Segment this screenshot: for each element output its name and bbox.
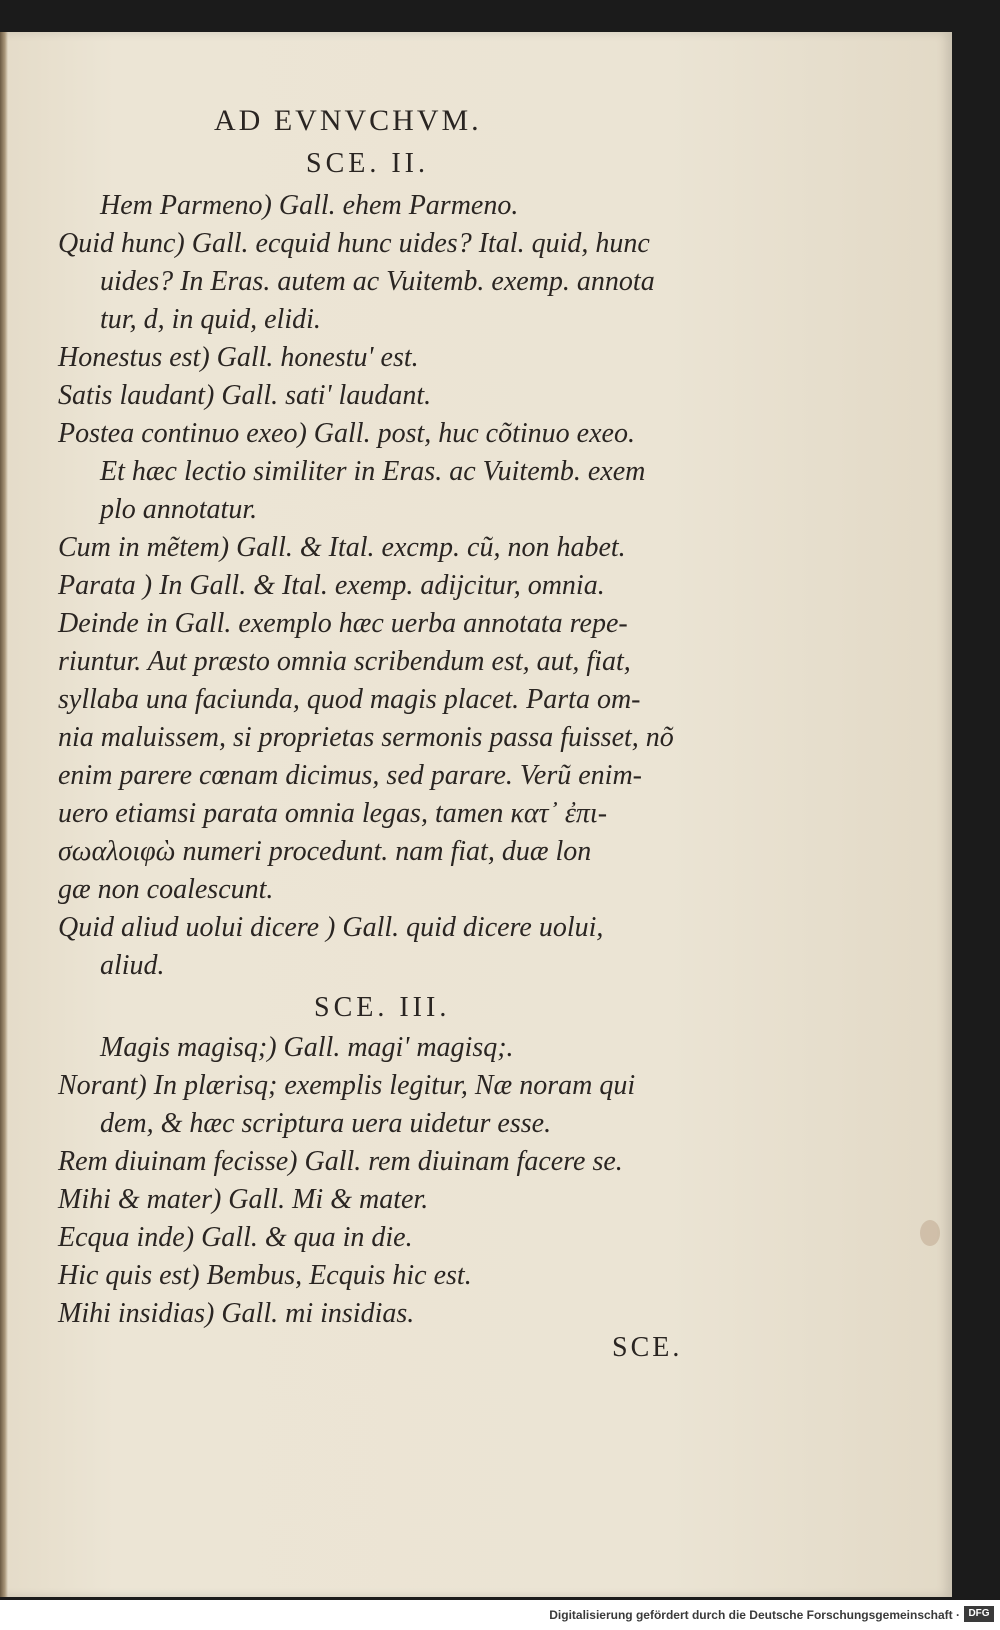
text-line: dem, & hæc scriptura uera uidetur esse.: [100, 1108, 552, 1139]
text-line: uides? In Eras. autem ac Vuitemb. exemp. annota: [100, 266, 655, 297]
text-line: Quid hunc) Gall. ecquid hunc uides? Ital. quid, hunc: [58, 228, 650, 259]
text-line: Ecqua inde) Gall. & qua in die.: [58, 1222, 413, 1253]
text-line: Honestus est) Gall. honestu' est.: [58, 342, 419, 373]
text-line: Parata ) In Gall. & Ital. exemp. adijcitur, omnia.: [58, 570, 605, 601]
text-line: Magis magisq;) Gall. magi' magisq;.: [100, 1032, 514, 1063]
text-line: syllaba una faciunda, quod magis placet. Parta om-: [58, 684, 641, 715]
text-line: Cum in mẽtem) Gall. & Ital. excmp. cũ, non habet.: [58, 532, 626, 563]
text-line: Et hæc lectio similiter in Eras. ac Vuitemb. exem: [100, 456, 646, 487]
text-line: Norant) In plærisq; exemplis legitur, Næ noram qui: [58, 1070, 636, 1101]
text-line: Quid aliud uolui dicere ) Gall. quid dicere uolui,: [58, 912, 604, 943]
text-line: nia maluissem, si proprietas sermonis passa fuisset, nõ: [58, 722, 674, 753]
text-line: Deinde in Gall. exemplo hæc uerba annotata repe-: [58, 608, 628, 639]
paper-stain: [920, 1220, 940, 1246]
text-line: Rem diuinam fecisse) Gall. rem diuinam facere se.: [58, 1146, 623, 1177]
catchword: SCE.: [612, 1332, 683, 1363]
scene-heading-3: SCE. III.: [314, 992, 451, 1023]
scene-heading-2: SCE. II.: [306, 148, 429, 179]
text-line: Hic quis est) Bembus, Ecquis hic est.: [58, 1260, 472, 1291]
text-line: riuntur. Aut præsto omnia scribendum est, aut, fiat,: [58, 646, 631, 677]
text-line: σωαλοιφὼ numeri procedunt. nam fiat, duæ lon: [58, 836, 592, 867]
text-line: plo annotatur.: [100, 494, 258, 525]
running-head: AD EVNVCHVM.: [214, 104, 482, 137]
text-line: enim parere cœnam dicimus, sed parare. Verũ enim-: [58, 760, 643, 791]
page-binding-edge: [0, 32, 8, 1597]
text-line: Satis laudant) Gall. sati' laudant.: [58, 380, 432, 411]
text-line: Hem Parmeno) Gall. ehem Parmeno.: [100, 190, 519, 221]
footer-credit: Digitalisierung gefördert durch die Deutsche Forschungsgemeinschaft ·: [549, 1608, 960, 1622]
text-line: gæ non coalescunt.: [58, 874, 274, 905]
text-line: uero etiamsi parata omnia legas, tamen κατ᾽ ἐπι-: [58, 798, 608, 829]
text-line: Mihi & mater) Gall. Mi & mater.: [58, 1184, 429, 1215]
text-line: aliud.: [100, 950, 165, 981]
text-line: Postea continuo exeo) Gall. post, huc cõtinuo exeo.: [58, 418, 635, 449]
dfg-logo: DFG: [964, 1606, 994, 1622]
text-line: Mihi insidias) Gall. mi insidias.: [58, 1298, 415, 1329]
text-line: tur, d, in quid, elidi.: [100, 304, 321, 335]
